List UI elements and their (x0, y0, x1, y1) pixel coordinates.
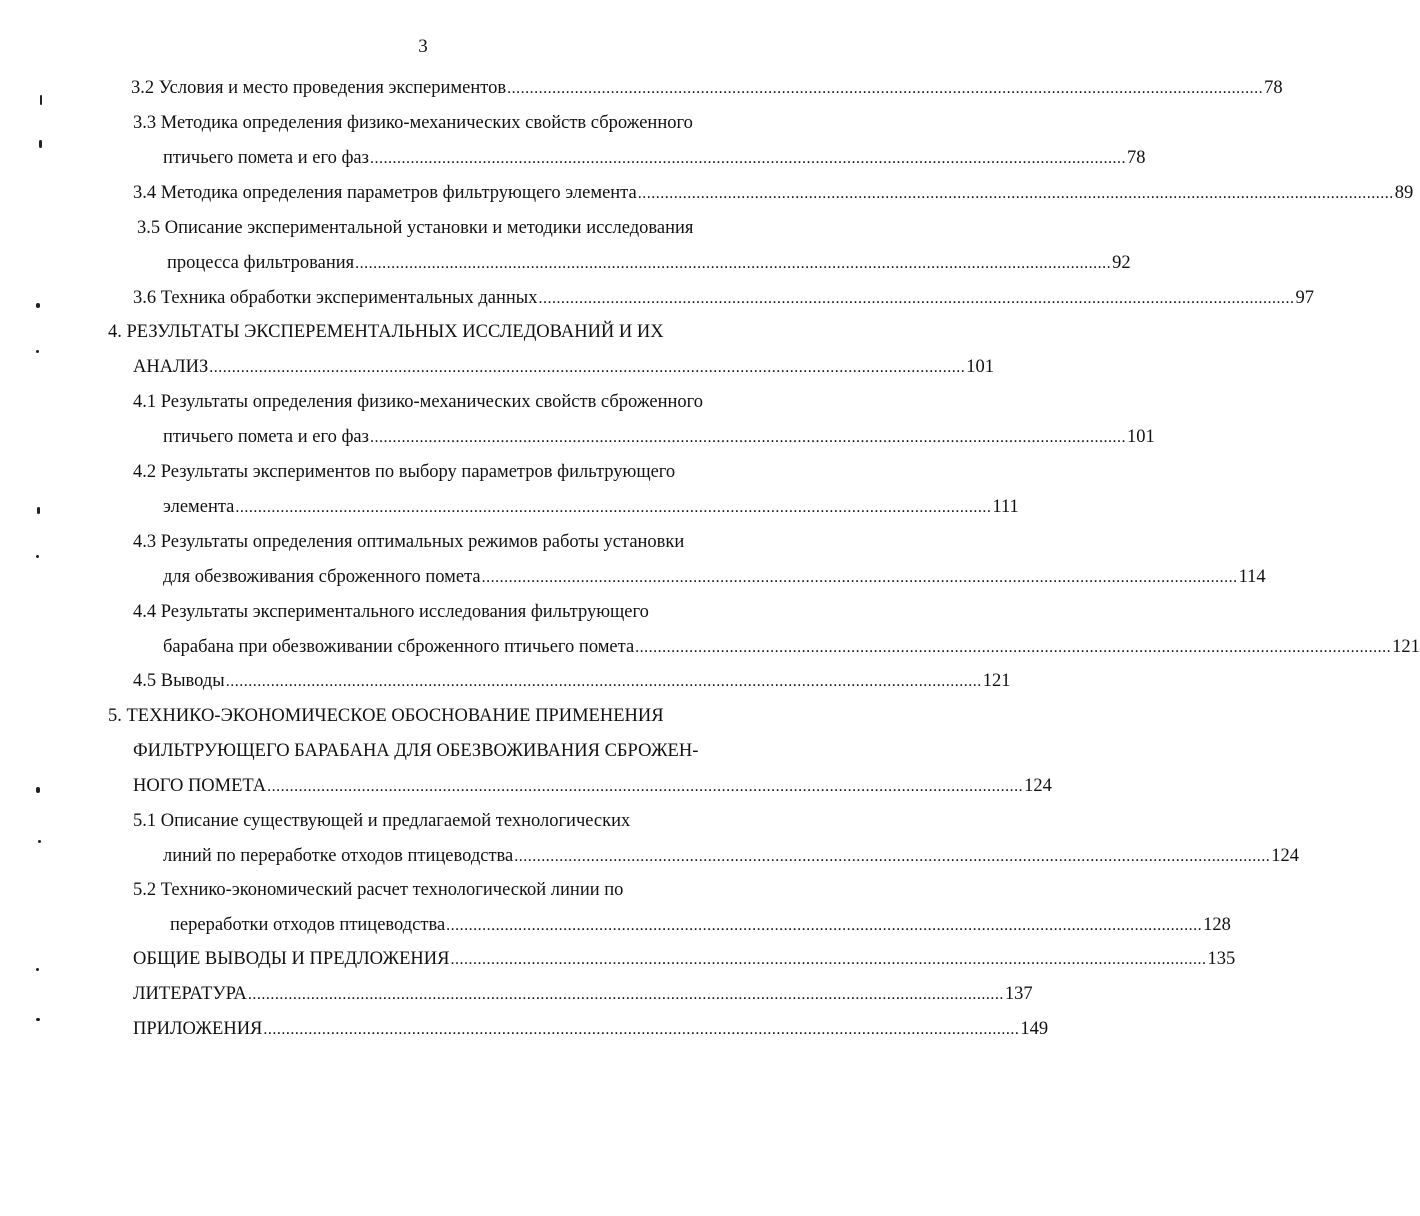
toc-entry (170, 912, 1231, 938)
toc-entry-title: линий по переработке отходов птицеводства (163, 846, 514, 866)
toc-entry (163, 843, 1299, 869)
toc-entry (133, 599, 649, 625)
toc-entry-title: 3.6 Техника обработки экспериментальных данных (133, 288, 538, 308)
toc-entry-page: 124 (1271, 846, 1299, 866)
page-number: 3 (418, 36, 428, 57)
toc-entry-title: элемента (163, 497, 235, 517)
toc-entry-title: 3.5 Описание экспериментальной установки и методики исследования (137, 218, 694, 238)
dot-leader: ........................................................................................................................................................................ (225, 673, 982, 690)
toc-entry-page: 114 (1238, 567, 1266, 587)
toc-entry (137, 215, 693, 241)
margin-mark (37, 507, 40, 514)
toc-entry (133, 354, 995, 380)
toc-entry (163, 494, 1019, 520)
toc-entry-page: 137 (1004, 984, 1033, 1004)
toc-entry-page: 97 (1295, 288, 1314, 308)
toc-entry-page: 121 (982, 671, 1011, 691)
toc-entry-title: 4.2 Результаты экспериментов по выбору параметров фильтрующего (133, 462, 676, 482)
dot-leader: ........................................................................................................................................................................ (637, 185, 1394, 202)
toc-entry (133, 946, 1236, 972)
margin-mark (36, 787, 40, 793)
margin-mark (40, 95, 42, 105)
dot-leader: ........................................................................................................................................................................ (481, 569, 1238, 586)
toc-entry-title: 3.3 Методика определения физико-механических свойств сброженного (133, 113, 693, 133)
toc-entry-page: 135 (1207, 949, 1236, 969)
toc-entry-page: 124 (1024, 776, 1052, 796)
margin-mark (38, 840, 41, 843)
toc-entry (133, 1016, 1049, 1042)
toc-entry-title: птичьего помета и его фаз (163, 427, 369, 447)
toc-heading (108, 319, 664, 345)
toc-heading (108, 703, 664, 729)
toc-entry-page: 78 (1264, 78, 1283, 98)
toc-entry-title: ФИЛЬТРУЮЩЕГО БАРАБАНА ДЛЯ ОБЕЗВОЖИВАНИЯ СБРОЖЕН- (133, 741, 699, 761)
toc-entry-title: 5.1 Описание существующей и предлагаемой технологических (133, 811, 631, 831)
toc-entry (133, 773, 1052, 799)
toc-heading (133, 738, 698, 764)
toc-entry-title: 4.3 Результаты определения оптимальных режимов работы установки (133, 532, 685, 552)
toc-entry-title: 4. РЕЗУЛЬТАТЫ ЭКСПЕРЕМЕНТАЛЬНЫХ ИССЛЕДОВАНИЙ И ИХ (108, 322, 664, 342)
toc-entry (163, 145, 1146, 171)
toc-entry (133, 529, 684, 555)
toc-entry-title: барабана при обезвоживании сброженного птичьего помета (163, 637, 635, 657)
toc-entry (163, 564, 1266, 590)
dot-leader: ........................................................................................................................................................................ (446, 917, 1203, 934)
toc-entry (133, 808, 630, 834)
toc-entry-title: 5.2 Технико-экономический расчет технологической линии по (133, 880, 624, 900)
toc-entry-page: 101 (966, 357, 995, 377)
dot-leader: ........................................................................................................................................................................ (369, 429, 1126, 446)
toc-entry-page: 101 (1126, 427, 1155, 447)
toc-entry-page: 111 (992, 497, 1019, 517)
toc-entry (163, 424, 1155, 450)
toc-entry-title: 3.2 Условия и место проведения экспериментов (131, 78, 507, 98)
toc-entry-page: 128 (1203, 915, 1231, 935)
toc-entry-title: 4.5 Выводы (133, 671, 225, 691)
margin-mark (36, 968, 39, 971)
toc-entry-title: птичьего помета и его фаз (163, 148, 369, 168)
toc-entry (133, 981, 1033, 1007)
dot-leader: ........................................................................................................................................................................ (369, 150, 1126, 167)
toc-entry-title: ЛИТЕРАТУРА (133, 984, 247, 1004)
toc-entry (167, 250, 1131, 276)
toc-entry-title: процесса фильтрования (167, 253, 355, 273)
toc-entry (133, 180, 1414, 206)
toc-entry-page: 92 (1112, 253, 1131, 273)
toc-entry-title: 4.4 Результаты экспериментального исследования фильтрующего (133, 602, 649, 622)
toc-entry (133, 877, 623, 903)
dot-leader: ........................................................................................................................................................................ (235, 499, 992, 516)
toc-entry-title: АНАЛИЗ (133, 357, 209, 377)
toc-entry-page: 89 (1394, 183, 1414, 203)
toc-entry (133, 389, 703, 415)
dot-leader: ........................................................................................................................................................................ (514, 848, 1271, 865)
dot-leader: ........................................................................................................................................................................ (209, 359, 966, 376)
dot-leader: ........................................................................................................................................................................ (450, 951, 1207, 968)
dot-leader: ........................................................................................................................................................................ (263, 1021, 1020, 1038)
toc-entry-page: 121 (1392, 637, 1420, 657)
dot-leader: ........................................................................................................................................................................ (507, 80, 1264, 97)
toc-entry (133, 285, 1314, 311)
toc-entry-title: 3.4 Методика определения параметров фильтрующего элемента (133, 183, 637, 203)
toc-entry-title: 5. ТЕХНИКО-ЭКОНОМИЧЕСКОЕ ОБОСНОВАНИЕ ПРИМЕНЕНИЯ (108, 706, 664, 726)
margin-mark (36, 555, 39, 558)
margin-mark (36, 303, 40, 308)
toc-entry-title: переработки отходов птицеводства (170, 915, 446, 935)
dot-leader: ........................................................................................................................................................................ (355, 255, 1112, 272)
dot-leader: ........................................................................................................................................................................ (538, 290, 1295, 307)
dot-leader: ........................................................................................................................................................................ (267, 778, 1024, 795)
toc-entry (133, 668, 1011, 694)
toc-entry-page: 78 (1126, 148, 1146, 168)
margin-mark (36, 350, 39, 353)
toc-entry (163, 634, 1420, 660)
toc-entry (133, 459, 675, 485)
dot-leader: ........................................................................................................................................................................ (635, 639, 1392, 656)
margin-mark (36, 1018, 40, 1021)
toc-entry-title: ОБЩИЕ ВЫВОДЫ И ПРЕДЛОЖЕНИЯ (133, 949, 450, 969)
margin-mark (39, 140, 42, 148)
dot-leader: ........................................................................................................................................................................ (247, 986, 1004, 1003)
toc-entry-page: 149 (1020, 1019, 1049, 1039)
toc-entry (131, 75, 1283, 101)
toc-entry-title: для обезвоживания сброженного помета (163, 567, 481, 587)
toc-entry (133, 110, 693, 136)
toc-entry-title: 4.1 Результаты определения физико-механических свойств сброженного (133, 392, 703, 412)
toc-entry-title: НОГО ПОМЕТА (133, 776, 267, 796)
toc-entry-title: ПРИЛОЖЕНИЯ (133, 1019, 263, 1039)
